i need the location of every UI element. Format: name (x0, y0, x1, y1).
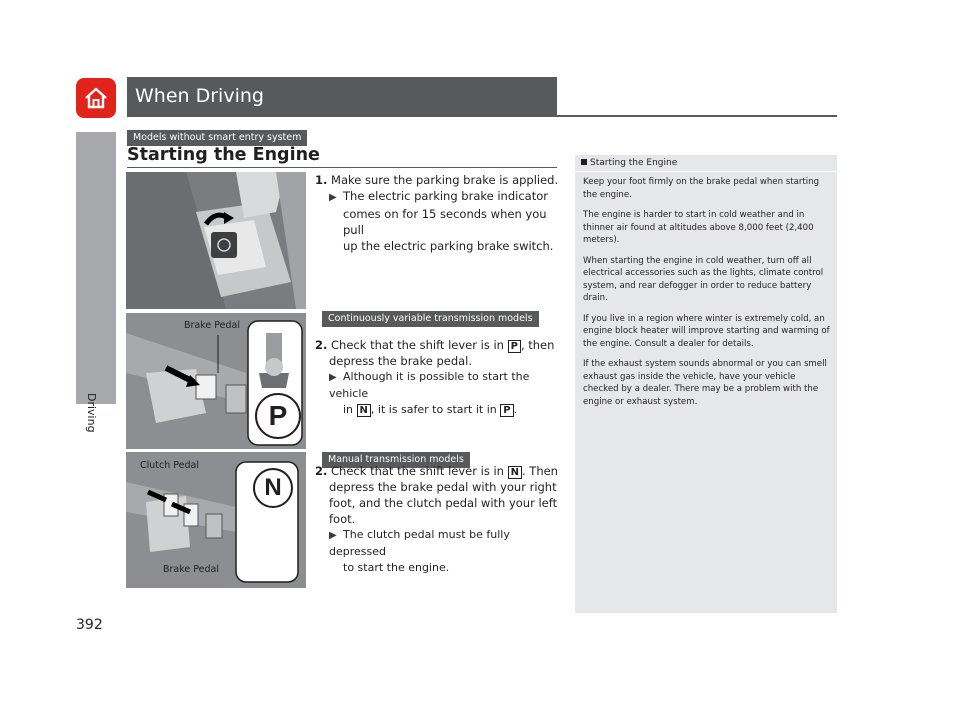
step-1-sub-2: comes on for 15 seconds when you pull (343, 207, 547, 237)
clutch-pedal-callout: Clutch Pedal (140, 460, 200, 471)
step-1-sub-1: The electric parking brake indicator (343, 189, 548, 203)
note-paragraph-2: The engine is harder to start in cold weather and in thinner air found at altitudes above 8,000 feet (2,400 meters). (583, 210, 814, 245)
step-1-number: 1. (315, 173, 328, 187)
page-number: 392 (76, 617, 103, 633)
parking-brake-illustration (126, 172, 306, 309)
home-icon (82, 84, 110, 112)
step-2-cvt-number: 2. (315, 338, 328, 352)
step-2-manual-number: 2. (315, 464, 328, 478)
home-button[interactable] (76, 78, 116, 118)
brake-pedal-callout-2: Brake Pedal (163, 564, 219, 575)
models-tag: Models without smart entry system (127, 130, 307, 146)
step-2-manual-line-1: depress the brake pedal with your right (329, 480, 557, 494)
header-rule (127, 115, 837, 117)
step-1 (315, 172, 560, 254)
note-header (581, 158, 677, 168)
shift-p-letter: P (268, 400, 288, 431)
note-paragraph-3: When starting the engine in cold weather, turn off all electrical accessories such as the lights, climate control system, and rear defogger in order to reduce battery drain. (583, 255, 824, 303)
cvt-tag: Continuously variable transmission models (322, 311, 539, 327)
chapter-title: When Driving (135, 85, 264, 107)
key-n-manual: N (508, 466, 522, 479)
bullet-arrow-icon: ▶ (329, 192, 337, 203)
step-2-manual-text-a: Check that the shift lever is in (331, 464, 504, 478)
key-p: P (508, 340, 521, 353)
step-2-manual-sub-2: to start the engine. (343, 561, 450, 574)
bullet-arrow-icon: ▶ (329, 372, 337, 383)
side-chapter-label: Driving (85, 393, 98, 433)
note-paragraph-5: If the exhaust system sounds abnormal or you can smell exhaust gas inside the vehicle, have your vehicle checked by a dealer. There may be a problem with the engine or exhaust system. (583, 359, 827, 407)
bullet-arrow-icon: ▶ (329, 530, 337, 541)
step-2-manual-line-2: foot, and the clutch pedal with your left (329, 496, 558, 510)
note-rule (575, 171, 837, 172)
step-2-cvt-text-a: Check that the shift lever is in (331, 338, 504, 352)
side-chapter-bar (76, 132, 116, 404)
note-paragraph-4: If you live in a region where winter is extremely cold, an engine block heater will improve starting and warming of the engine. Consult a dealer for details. (583, 313, 830, 349)
chapter-header (127, 77, 557, 115)
step-2-cvt-text-b: , then (520, 338, 555, 352)
step-2-cvt-sub-b1: in (343, 403, 354, 416)
manual-tag: Manual transmission models (322, 452, 470, 468)
step-2-manual-sub-1: The clutch pedal must be fully depressed (329, 528, 510, 558)
key-n: N (357, 404, 371, 417)
step-1-sub-3: up the electric parking brake switch. (343, 239, 554, 253)
section-rule (127, 167, 557, 168)
shift-n-badge (253, 468, 293, 508)
step-2-manual (315, 463, 565, 576)
section-title: Starting the Engine (127, 145, 320, 165)
shift-p-badge (255, 393, 301, 439)
shift-n-letter: N (264, 474, 282, 501)
step-2-cvt-line2: depress the brake pedal. (329, 354, 473, 368)
key-p-2: P (500, 404, 513, 417)
step-2-manual-line-3: foot. (329, 512, 356, 526)
brake-pedal-callout: Brake Pedal (184, 320, 240, 331)
step-1-text: Make sure the parking brake is applied. (331, 173, 559, 187)
step-2-manual-text-b: . Then (521, 464, 558, 478)
step-2-cvt-sub-a: Although it is possible to start the vehicle (329, 370, 530, 400)
note-marker-icon (581, 159, 587, 165)
step-2-cvt-sub-b2: , it is safer to start it in (370, 403, 497, 416)
step-2-cvt-sub-b3: . (513, 403, 518, 416)
note-title: Starting the Engine (590, 158, 678, 168)
note-sidebar (575, 155, 837, 613)
note-paragraph-1: Keep your foot firmly on the brake pedal when starting the engine. (583, 177, 820, 200)
note-body (583, 176, 833, 416)
step-2-cvt (315, 337, 560, 418)
